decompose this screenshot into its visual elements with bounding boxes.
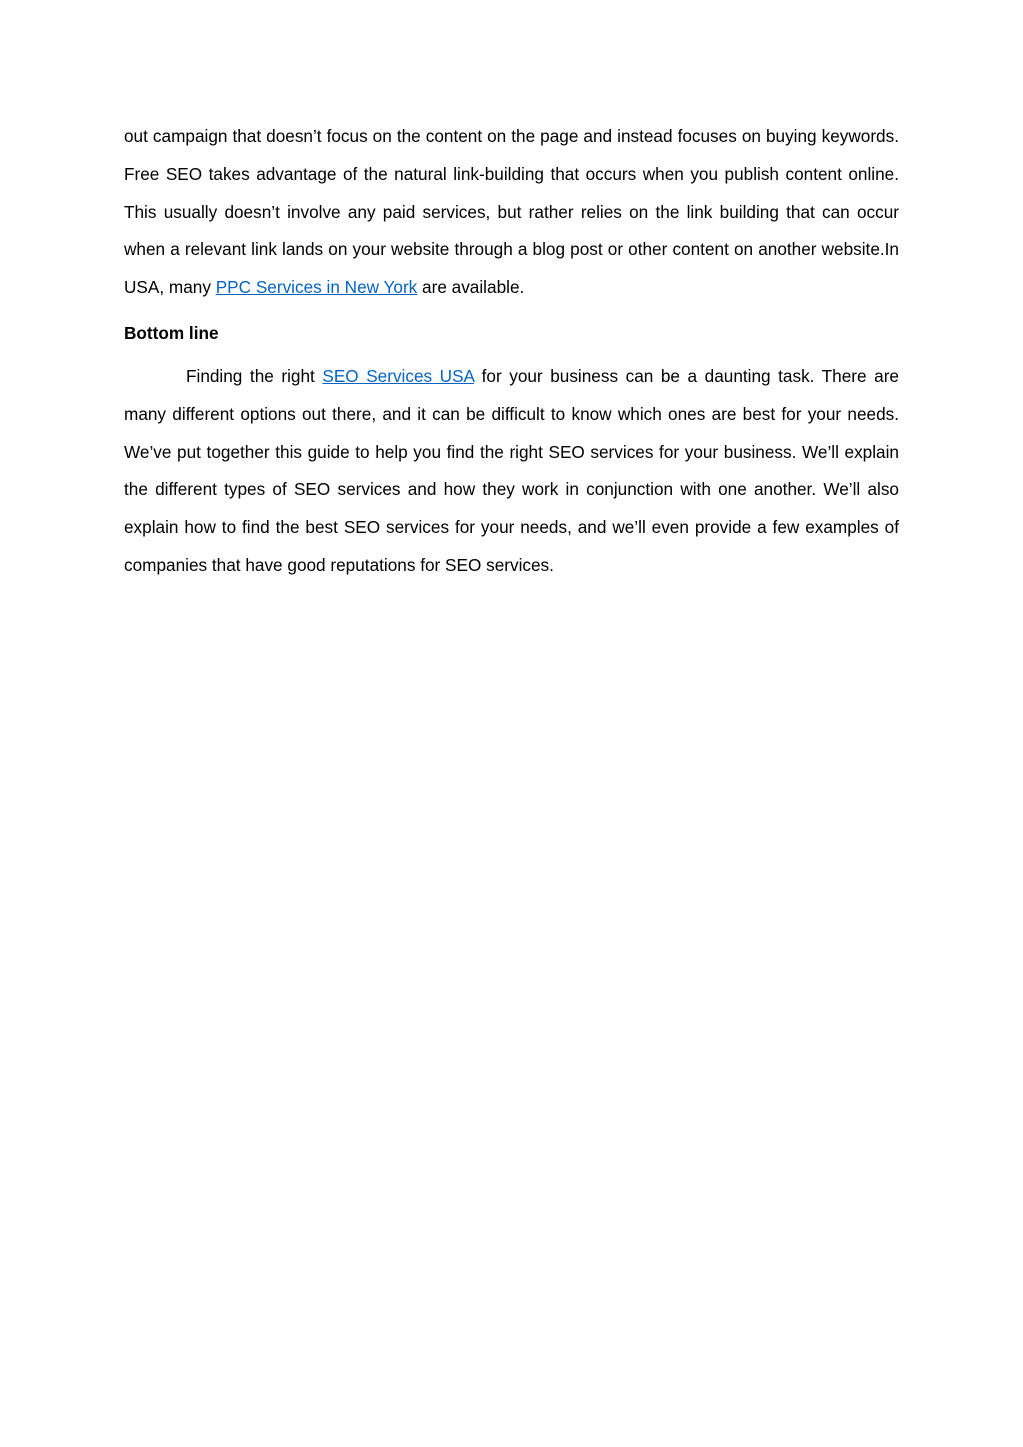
section-heading: Bottom line <box>124 322 219 343</box>
paragraph-intro <box>124 118 899 307</box>
paragraph-bottom-line <box>124 358 899 585</box>
paragraph-bottom-line-text: Finding the right <box>186 365 323 386</box>
paragraph-intro-text: out campaign that doesn’t focus on the content on the page and instead focuses on buying keywords. Free SEO takes advantage of the natural link-building that occurs when you publish content online. This usually doesn’t involve any paid services, but rather relies on the link building that can occur when a relevant link lands on your website through a blog post or other content on another website.In USA, many <box>124 126 899 298</box>
paragraph-bottom-line-tail: for your business can be a daunting task. There are many different options out there, and it can be difficult to know which ones are best for your needs. We’ve put together this guide to help you find the right SEO services for your business. We’ll explain the different types of SEO services and how they work in conjunction with one another. We’ll also explain how to find the best SEO services for your needs, and we’ll even provide a few examples of companies that have good reputations for SEO services. <box>124 365 899 575</box>
paragraph-intro-tail: are available. <box>417 277 525 298</box>
seo-services-link[interactable]: SEO Services USA <box>322 365 475 386</box>
document-body <box>124 118 899 585</box>
ppc-services-link[interactable]: PPC Services in New York <box>215 277 418 298</box>
